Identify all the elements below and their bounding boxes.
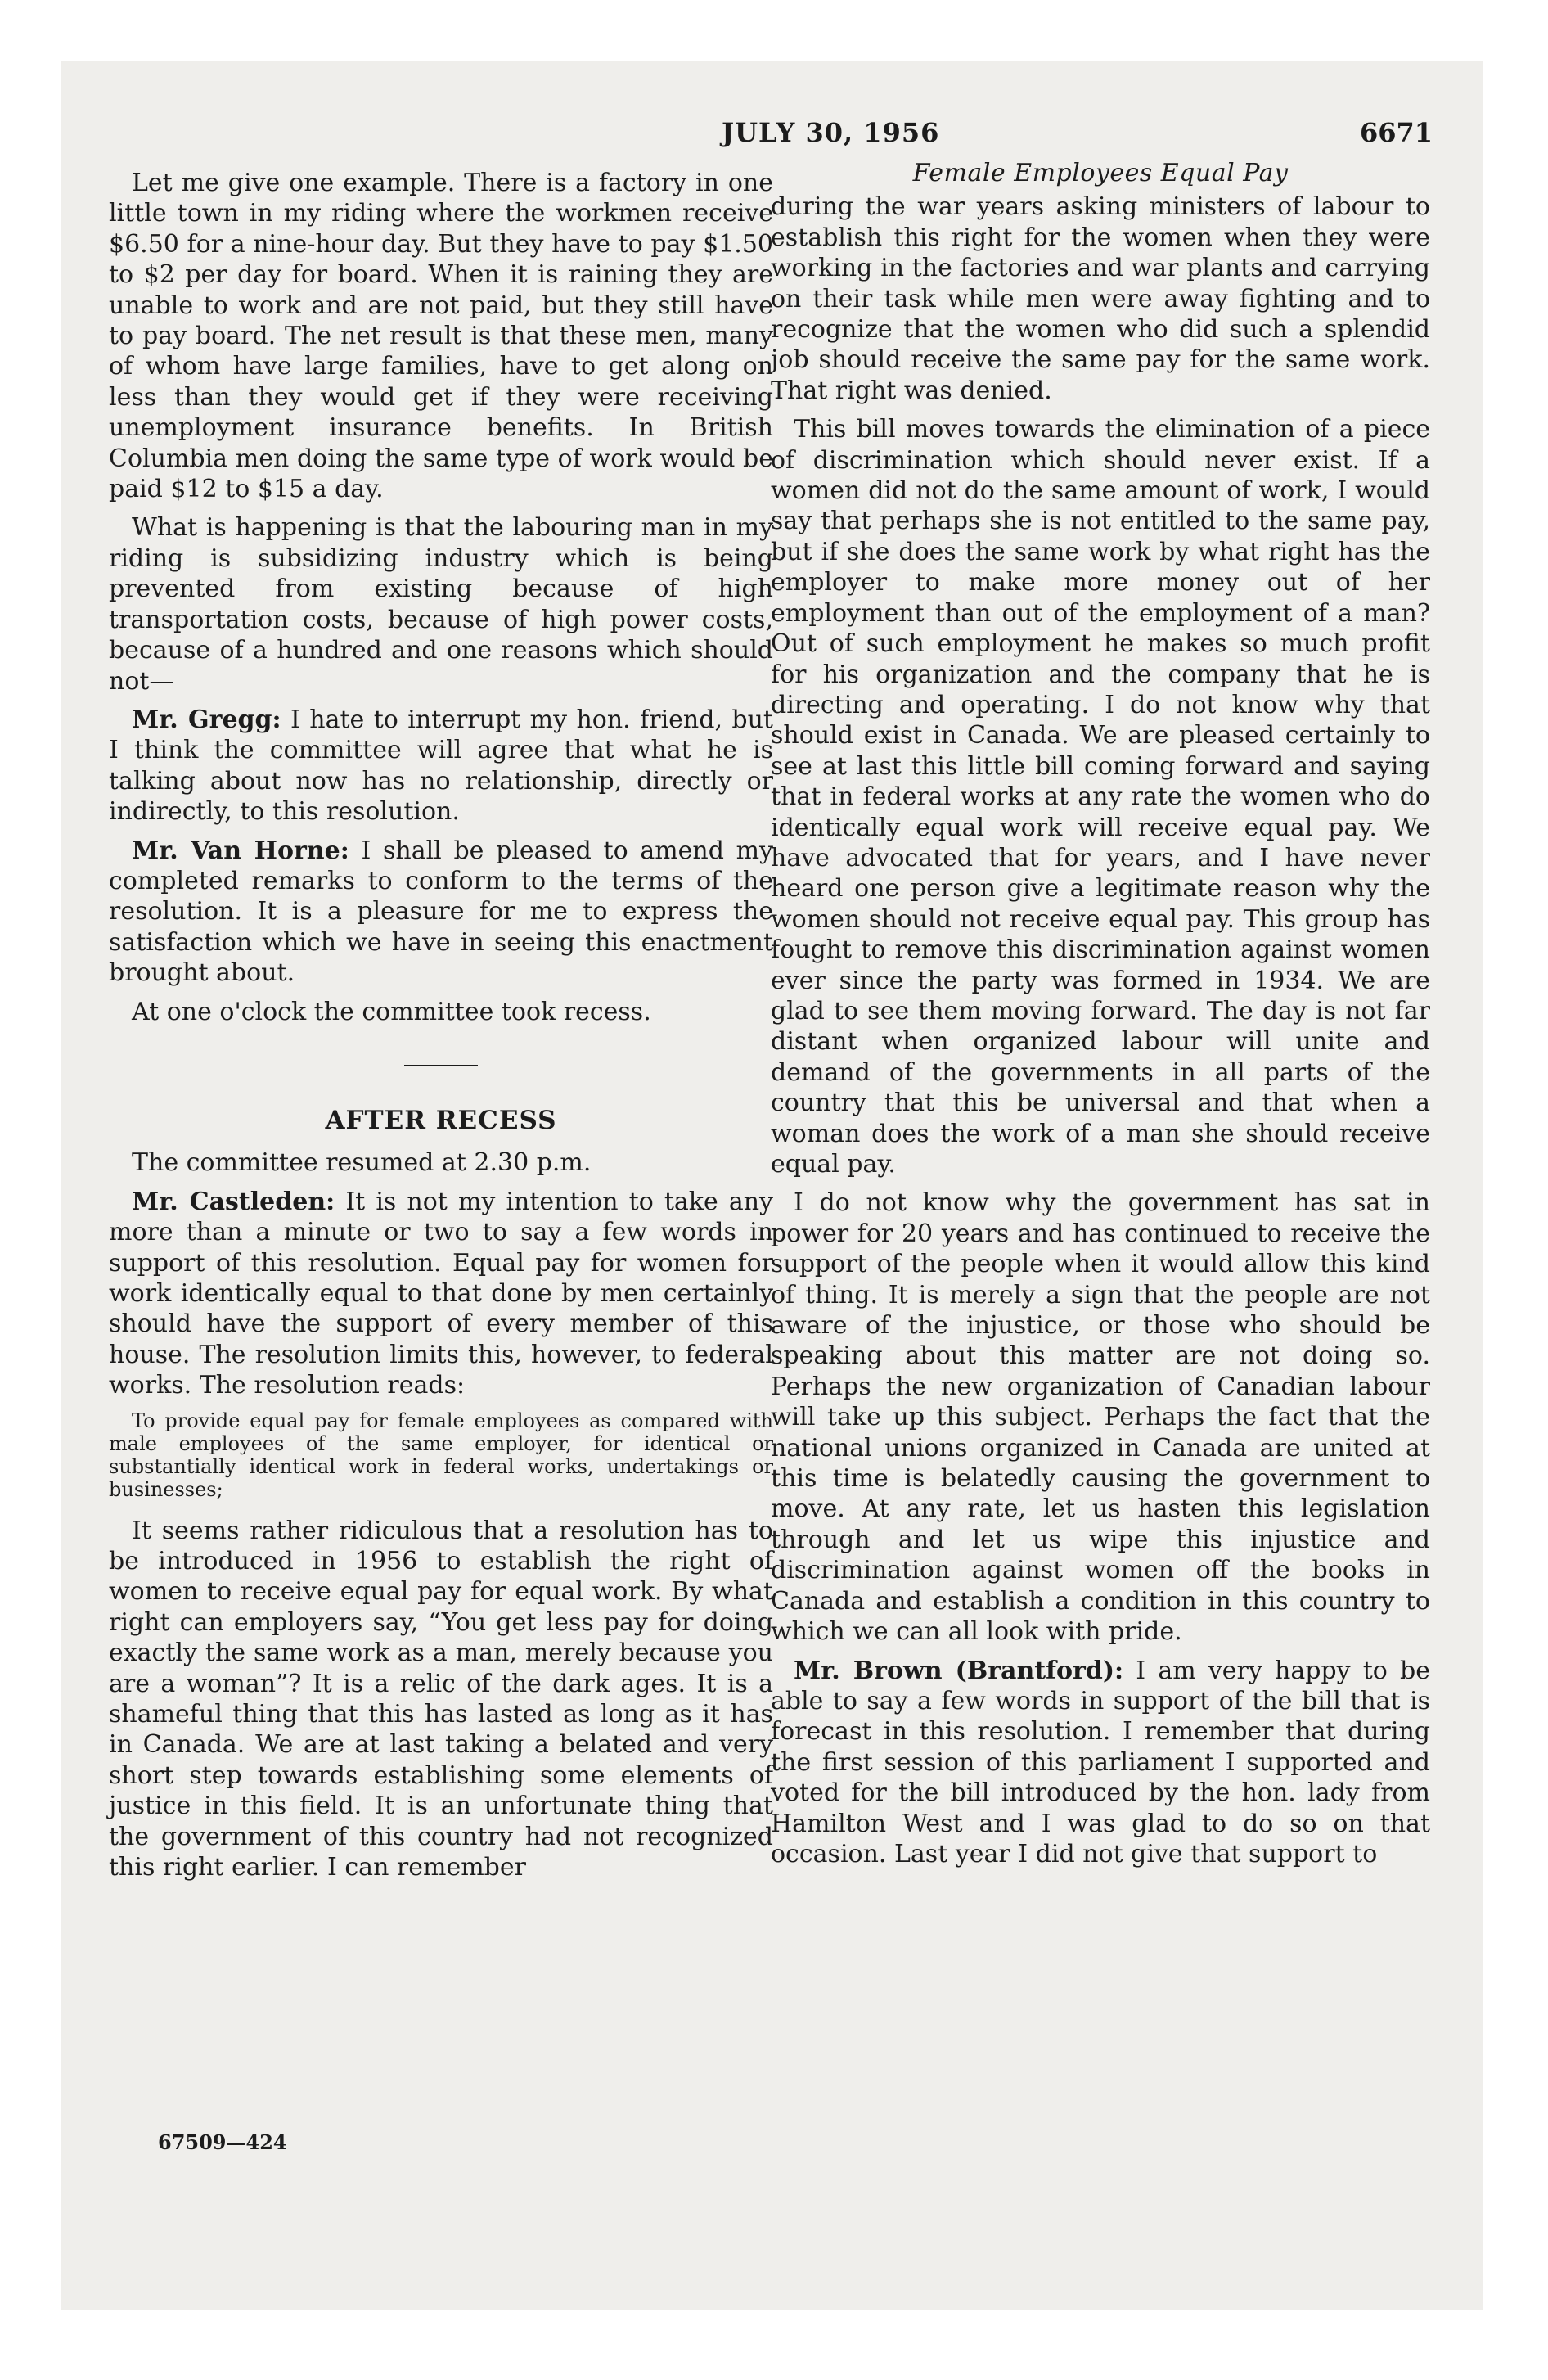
right-column [771,158,1430,1877]
speech-text: I shall be pleased to amend my completed remarks to conform to the terms of the resolution. It is a pleasure for me to express the satisfaction which we have in seeing this enactment brought about. [109,836,773,988]
speech-text: I am very happy to be able to say a few words in support of the bill that is forecast in this resolution. I remember that during the first session of this parliament I supported and voted for the bill introduced by the hon. lady from Hamilton West and I was glad to do so on that occasion. Last year I did not give that support to [771,1656,1430,1868]
speech-paragraph [771,1656,1430,1870]
paragraph: during the war years asking ministers of labour to establish this right for the women when they were working in the factories and war plants and carrying on their task while men were away fighting and to recognize that the women who did such a splendid job should receive the same pay for the same work. That right was denied. [771,192,1430,405]
speaker-name: Mr. Van Horne: [132,836,349,865]
paragraph: At one o'clock the committee took recess. [132,997,651,1026]
paragraph: It seems rather ridiculous that a resolution has to be introduced in 1956 to establish the right of women to receive equal pay for equal work. By what right can employers say, “You get less pay for doing exactly the same work as a man, merely because you are a woman”? It is a relic of the dark ages. It is a shameful thing that this has lasted as long as it has in Canada. We are at last taking a belated and very short step towards establishing some elements of justice in this field. It is an unfortunate thing that the government of this country had not recognized this right earlier. I can remember [109,1516,773,1882]
speech-text: It is not my intention to take any more than a minute or two to say a few words in support of this resolution. Equal pay for women for work identically equal to that done by men certainly should have the support of every member of this house. The resolution limits this, however, to federal works. The resolution reads: [109,1187,773,1400]
document-page [61,61,1483,2310]
running-head: Female Employees Equal Pay [912,159,1289,187]
section-divider [404,1065,478,1066]
left-column [109,168,773,1891]
speech-paragraph [109,836,773,989]
page-date: JULY 30, 1956 [722,117,940,148]
resolution-quote: To provide equal pay for female employees as compared with male employees of the same employer, for identical or substantially identical work in federal works, undertakings or businesses; [109,1409,773,1501]
page-header [61,117,1483,158]
paragraph: This bill moves towards the elimination of a piece of discrimination which should never exist. If a women did not do the same amount of work, I would say that perhaps she is not entitled to the same pay, but if she does the same work by what right has the employer to make more money out of her employment than out of the employment of a man? Out of such employment he makes so much profit for his organization and the company that he is directing and operating. I do not know why that should exist in Canada. We are pleased certainly to see at last this little bill coming forward and saying that in federal works at any rate the women who do identically equal work will receive equal pay. We have advocated that for years, and I have never heard one person give a legitimate reason why the women should not receive equal pay. This group has fought to remove this discrimination against women ever since the party was formed in 1934. We are glad to see them moving forward. The day is not far distant when organized labour will unite and demand of the governments in all parts of the country that this be universal and that when a woman does the work of a man she should receive equal pay. [771,415,1430,1179]
page-number: 6671 [1359,117,1433,148]
paragraph: What is happening is that the labouring man in my riding is subsidizing industry which is being prevented from existing because of high transportation costs, because of high power costs, because of a hundred and one reasons which should not— [109,513,773,696]
paragraph: I do not know why the government has sat in power for 20 years and has continued to receive the support of the people when it would allow this kind of thing. It is merely a sign that the people are not aware of the injustice, or those who should be speaking about this matter are not doing so. Perhaps the new organization of Canadian labour will take up this subject. Perhaps the fact that the national unions organized in Canada are united at this time is belatedly causing the government to move. At any rate, let us hasten this legislation through and let us wipe this injustice and discrimination against women off the books in Canada and establish a condition in this country to which we can all look with pride. [771,1188,1430,1647]
speaker-name: Mr. Gregg: [132,705,281,734]
speaker-name: Mr. Castleden: [132,1187,335,1216]
speech-paragraph [109,1187,773,1401]
speech-paragraph [109,705,773,827]
speaker-name: Mr. Brown (Brantford): [794,1656,1124,1685]
printer-code: 67509—424 [158,2130,287,2154]
section-heading: AFTER RECESS [325,1105,557,1135]
speech-text: I hate to interrupt my hon. friend, but I think the committee will agree that what he is talking about now has no relationship, directly or indirectly, to this resolution. [109,705,773,827]
paragraph: Let me give one example. There is a factory in one little town in my riding where the workmen receive $6.50 for a nine-hour day. But they have to pay $1.50 to $2 per day for board. When it is raining they are unable to work and are not paid, but they still have to pay board. The net result is that these men, many of whom have large families, have to get along on less than they would get if they were receiving unemployment insurance benefits. In British Columbia men doing the same type of work would be paid $12 to $15 a day. [109,169,773,504]
paragraph: The committee resumed at 2.30 p.m. [132,1148,592,1178]
